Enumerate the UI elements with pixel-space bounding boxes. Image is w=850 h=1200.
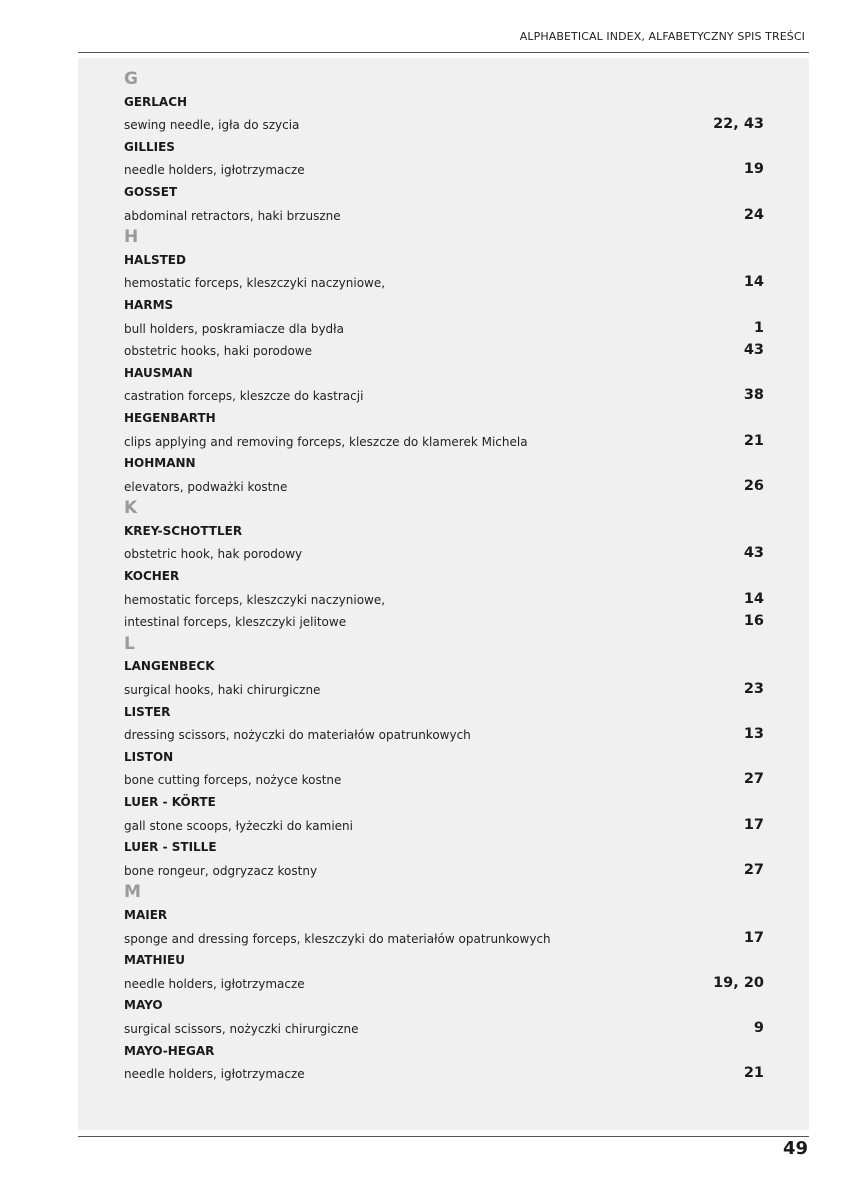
entry-page-numbers: 22, 43 [713, 116, 764, 133]
instrument-name: KOCHER [124, 569, 180, 584]
index-panel [78, 58, 809, 1130]
instrument-name-row [124, 904, 764, 927]
entry-description: needle holders, igłotrzymacze [124, 163, 305, 178]
entry-page-numbers: 21 [743, 432, 764, 449]
entry-description: sewing needle, igła do szycia [124, 118, 300, 133]
instrument-name: HOHMANN [124, 456, 196, 471]
instrument-name-row [124, 452, 764, 475]
letter-heading-row [124, 68, 764, 91]
instrument-name-row [124, 701, 764, 724]
instrument-name: MAYO-HEGAR [124, 1043, 215, 1058]
index-entry-row [124, 814, 764, 837]
instrument-name-row [124, 994, 764, 1017]
index-entry-row [124, 113, 764, 136]
letter-heading: M [124, 882, 142, 903]
instrument-name-row [124, 949, 764, 972]
instrument-name: MAIER [124, 907, 168, 922]
entry-description: elevators, podważki kostne [124, 479, 288, 494]
index-entry-row [124, 972, 764, 995]
entry-page-numbers: 1 [753, 319, 764, 336]
instrument-name-row [124, 91, 764, 114]
entry-description: obstetric hooks, haki porodowe [124, 344, 312, 359]
instrument-name-row [124, 407, 764, 430]
index-entry-row [124, 339, 764, 362]
instrument-name-row [124, 294, 764, 317]
instrument-name: LUER - STILLE [124, 840, 217, 855]
index-entry-row [124, 678, 764, 701]
instrument-name: MATHIEU [124, 953, 185, 968]
instrument-name-row [124, 249, 764, 272]
letter-heading: K [124, 498, 138, 519]
entry-description: hemostatic forceps, kleszczyki naczyniowe, [124, 276, 386, 291]
entry-page-numbers: 17 [743, 929, 764, 946]
instrument-name-row [124, 520, 764, 543]
entry-page-numbers: 43 [743, 545, 764, 562]
index-entry-row [124, 542, 764, 565]
letter-heading-row [124, 881, 764, 904]
index-entry-row [124, 430, 764, 453]
entry-page-numbers: 21 [743, 1065, 764, 1082]
instrument-name: KREY-SCHOTTLER [124, 523, 243, 538]
instrument-name-row [124, 655, 764, 678]
entry-page-numbers: 19, 20 [713, 974, 764, 991]
header-rule [78, 52, 809, 53]
entry-description: needle holders, igłotrzymacze [124, 976, 305, 991]
letter-heading: L [124, 633, 136, 654]
entry-page-numbers: 17 [743, 816, 764, 833]
index-entry-row [124, 475, 764, 498]
index-entry-row [124, 158, 764, 181]
letter-heading-row [124, 226, 764, 249]
instrument-name: GOSSET [124, 184, 178, 199]
entry-description: obstetric hook, hak porodowy [124, 547, 303, 562]
index-list [124, 68, 764, 1085]
instrument-name: HALSTED [124, 252, 186, 267]
entry-description: bull holders, poskramiacze dla bydła [124, 321, 344, 336]
entry-description: dressing scissors, nożyczki do materiałów opatrunkowych [124, 728, 471, 743]
entry-description: needle holders, igłotrzymacze [124, 1067, 305, 1082]
instrument-name-row [124, 136, 764, 159]
letter-heading-row [124, 497, 764, 520]
index-entry-row [124, 610, 764, 633]
entry-page-numbers: 13 [743, 726, 764, 743]
instrument-name-row [124, 181, 764, 204]
entry-description: bone rongeur, odgryzacz kostny [124, 863, 318, 878]
entry-page-numbers: 14 [743, 274, 764, 291]
letter-heading: G [124, 69, 139, 89]
entry-page-numbers: 16 [743, 613, 764, 630]
instrument-name: LISTER [124, 704, 171, 719]
entry-description: bone cutting forceps, nożyce kostne [124, 773, 342, 788]
entry-description: gall stone scoops, łyżeczki do kamieni [124, 818, 353, 833]
entry-page-numbers: 24 [743, 206, 764, 223]
instrument-name-row [124, 746, 764, 769]
entry-description: abdominal retractors, haki brzuszne [124, 208, 341, 223]
instrument-name: LISTON [124, 749, 174, 764]
index-entry-row [124, 204, 764, 227]
instrument-name: LANGENBECK [124, 659, 215, 674]
running-header: ALPHABETICAL INDEX, ALFABETYCZNY SPIS TREŚCI [519, 30, 805, 43]
instrument-name-row [124, 836, 764, 859]
index-entry-row [124, 588, 764, 611]
index-entry-row [124, 271, 764, 294]
instrument-name: LUER - KÖRTE [124, 795, 216, 809]
index-entry-row [124, 384, 764, 407]
entry-description: clips applying and removing forceps, kleszcze do klamerek Michela [124, 434, 528, 449]
instrument-name: HAUSMAN [124, 365, 193, 380]
entry-page-numbers: 19 [743, 161, 764, 178]
entry-description: castration forceps, kleszcze do kastracji [124, 389, 364, 404]
instrument-name: MAYO [124, 998, 163, 1013]
index-entry-row [124, 317, 764, 340]
index-entry-row [124, 723, 764, 746]
entry-page-numbers: 27 [743, 771, 764, 788]
page-number: 49 [782, 1138, 808, 1159]
entry-page-numbers: 38 [743, 387, 764, 404]
instrument-name: HEGENBARTH [124, 410, 216, 425]
index-entry-row [124, 768, 764, 791]
letter-heading: H [124, 227, 139, 248]
index-entry-row [124, 927, 764, 950]
instrument-name-row [124, 362, 764, 385]
entry-description: hemostatic forceps, kleszczyki naczyniowe, [124, 592, 386, 607]
instrument-name-row [124, 565, 764, 588]
entry-description: intestinal forceps, kleszczyki jelitowe [124, 615, 347, 630]
instrument-name: GILLIES [124, 139, 175, 154]
entry-page-numbers: 9 [753, 1019, 764, 1036]
entry-description: surgical hooks, haki chirurgiczne [124, 683, 321, 698]
instrument-name: HARMS [124, 297, 174, 312]
entry-page-numbers: 27 [743, 861, 764, 878]
index-entry-row [124, 1062, 764, 1085]
entry-page-numbers: 23 [743, 681, 764, 698]
index-entry-row [124, 1017, 764, 1040]
entry-page-numbers: 26 [743, 477, 764, 494]
instrument-name-row [124, 1040, 764, 1063]
footer-rule [78, 1136, 809, 1137]
letter-heading-row [124, 633, 764, 656]
entry-page-numbers: 14 [743, 590, 764, 607]
instrument-name-row [124, 791, 764, 814]
entry-page-numbers: 43 [743, 342, 764, 359]
index-entry-row [124, 859, 764, 882]
instrument-name: GERLACH [124, 94, 188, 109]
entry-description: sponge and dressing forceps, kleszczyki do materiałów opatrunkowych [124, 931, 551, 946]
entry-description: surgical scissors, nożyczki chirurgiczne [124, 1021, 359, 1036]
